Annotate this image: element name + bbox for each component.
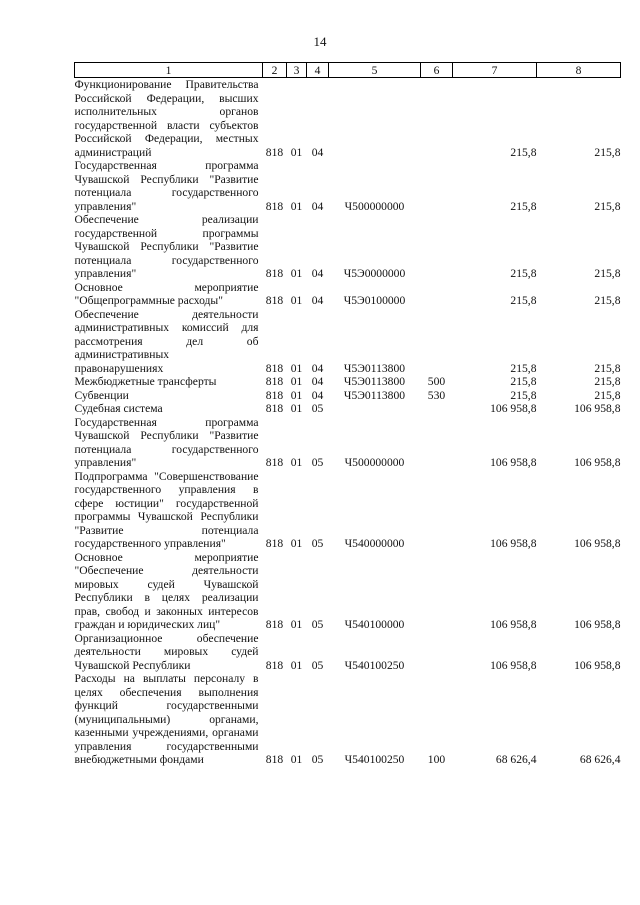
column-header: 1 [75,63,263,78]
row-grbs-cell: 818 [265,402,284,415]
row-expense-type-cell [421,632,453,673]
budget-table [74,62,621,767]
row-name-cell: Обеспечение реализации государственной программы Чувашской Республики "Развитие потенциала государственного управления" [74,213,259,280]
table-row [75,551,621,632]
row-section-cell: 01 [290,145,303,159]
row-amount-1-cell: 106 958,8 [490,402,537,415]
row-subsection-cell: 04 [311,294,324,307]
row-grbs-cell: 818 [265,388,284,402]
table-row [75,470,621,551]
row-section-cell: 01 [290,402,303,415]
row-expense-type-cell [421,213,453,281]
table-row [75,375,621,389]
row-subsection-cell: 05 [311,618,324,631]
row-name-cell: Организационное обеспечение деятельности мировых судей Чувашской Республики [74,631,259,672]
row-subsection-cell: 04 [311,145,324,159]
row-amount-2-cell: 106 958,8 [574,658,621,672]
table-row [75,389,621,403]
row-subsection-cell: 04 [311,388,324,402]
row-amount-2-cell: 106 958,8 [574,618,621,631]
row-name-cell: Основное мероприятие "Обеспечение деятельности мировых судей Чувашской Республики в целях реализации прав, свобод и законных интересов граждан и юридических лиц" [74,550,259,631]
row-amount-1-cell: 106 958,8 [490,658,537,672]
row-subsection-cell: 04 [311,199,324,213]
column-header: 6 [421,63,453,78]
row-section-cell: 01 [290,658,303,672]
column-header: 4 [307,63,329,78]
row-section-cell: 01 [290,294,303,307]
row-section-cell: 01 [290,199,303,213]
row-subsection-cell: 04 [311,267,324,280]
row-amount-1-cell: 215,8 [510,294,537,307]
row-name-cell: Субвенции [74,388,129,402]
row-name-cell: Обеспечение деятельности административных комиссий для рассмотрения дел об административных правонарушениях [74,307,259,375]
row-amount-2-cell: 215,8 [594,267,621,280]
row-amount-1-cell: 215,8 [510,199,537,213]
row-name-cell: Судебная система [74,402,163,415]
row-name-cell: Расходы на выплаты персоналу в целях обеспечения выполнения функций государственными (муниципальными) органами, казенными учреждениями, органами управления государственными внебюджетными фондами [74,672,259,766]
column-header: 7 [453,63,537,78]
row-grbs-cell: 818 [265,361,284,375]
row-amount-1-cell: 215,8 [510,145,537,159]
row-section-cell: 01 [290,618,303,631]
row-expense-type-cell [421,78,453,160]
row-target-article-cell: Ч540100250 [344,658,405,672]
row-grbs-cell: 818 [265,456,284,469]
row-expense-type-cell [421,308,453,376]
row-target-article-cell: Ч5Э0113800 [343,361,406,375]
row-target-article-cell [329,402,421,416]
row-target-article-cell [329,78,421,160]
row-name-cell: Межбюджетные трансферты [74,375,217,388]
column-header: 2 [263,63,287,78]
row-subsection-cell: 05 [311,537,324,550]
row-amount-2-cell: 215,8 [594,145,621,159]
column-header: 8 [537,63,621,78]
row-target-article-cell: Ч500000000 [344,199,405,213]
row-name-cell: Основное мероприятие "Общепрограммные расходы" [74,280,259,307]
row-expense-type-cell: 500 [427,375,446,388]
row-expense-type-cell: 530 [427,388,446,402]
row-target-article-cell: Ч5Э0000000 [343,267,406,280]
row-expense-type-cell [421,159,453,213]
row-section-cell: 01 [290,537,303,550]
row-amount-2-cell: 215,8 [594,294,621,307]
row-name-cell: Государственная программа Чувашской Республики "Развитие потенциала государственного управления" [74,159,259,213]
table-row [75,78,621,160]
row-subsection-cell: 04 [311,361,324,375]
row-amount-1-cell: 215,8 [510,267,537,280]
row-amount-2-cell: 68 626,4 [579,753,621,766]
table-row [75,308,621,376]
column-header: 5 [329,63,421,78]
row-expense-type-cell [421,551,453,632]
table-row [75,632,621,673]
row-amount-2-cell: 215,8 [594,388,621,402]
row-grbs-cell: 818 [265,294,284,307]
row-amount-2-cell: 215,8 [594,361,621,375]
row-grbs-cell: 818 [265,618,284,631]
row-grbs-cell: 818 [265,267,284,280]
row-grbs-cell: 818 [265,375,284,388]
row-target-article-cell: Ч500000000 [344,456,405,469]
row-grbs-cell: 818 [265,537,284,550]
row-target-article-cell: Ч5Э0113800 [343,375,406,388]
row-target-article-cell: Ч540000000 [344,537,405,550]
row-expense-type-cell [421,402,453,416]
row-subsection-cell: 05 [311,658,324,672]
row-target-article-cell: Ч5Э0113800 [343,388,406,402]
row-name-cell: Государственная программа Чувашской Республики "Развитие потенциала государственного управления" [74,415,259,469]
row-amount-2-cell: 106 958,8 [574,456,621,469]
row-section-cell: 01 [290,267,303,280]
row-amount-1-cell: 106 958,8 [490,618,537,631]
row-amount-1-cell: 68 626,4 [495,753,537,766]
row-amount-2-cell: 215,8 [594,199,621,213]
row-section-cell: 01 [290,361,303,375]
row-grbs-cell: 818 [265,199,284,213]
row-amount-1-cell: 106 958,8 [490,537,537,550]
row-section-cell: 01 [290,388,303,402]
row-amount-2-cell: 215,8 [594,375,621,388]
row-expense-type-cell: 100 [427,753,446,766]
row-subsection-cell: 05 [311,402,324,415]
row-target-article-cell: Ч5Э0100000 [343,294,406,307]
page-number: 14 [313,34,327,49]
row-target-article-cell: Ч540100000 [344,618,405,631]
row-subsection-cell: 05 [311,456,324,469]
table-row [75,416,621,470]
row-subsection-cell: 05 [311,753,324,766]
row-amount-1-cell: 106 958,8 [490,456,537,469]
row-name-cell: Функционирование Правительства Российской Федерации, высших исполнительных органов государственной власти субъектов Российской Федерации, местных администраций [74,78,259,159]
row-name-cell: Подпрограмма "Совершенствование государственного управления в сфере юстиции" государственной программы Чувашской Республики "Развитие потенциала государственного управления" [74,469,259,550]
row-expense-type-cell [421,281,453,308]
table-row [75,672,621,767]
row-section-cell: 01 [290,456,303,469]
row-grbs-cell: 818 [265,658,284,672]
column-header: 3 [287,63,307,78]
table-row [75,281,621,308]
row-expense-type-cell [421,470,453,551]
row-amount-2-cell: 106 958,8 [574,402,621,415]
row-grbs-cell: 818 [265,145,284,159]
row-target-article-cell: Ч540100250 [344,753,405,766]
table-header-row [75,63,621,78]
row-amount-1-cell: 215,8 [510,388,537,402]
table-row [75,213,621,281]
row-amount-2-cell: 106 958,8 [574,537,621,550]
table-row [75,402,621,416]
row-expense-type-cell [421,416,453,470]
row-subsection-cell: 04 [311,375,324,388]
row-grbs-cell: 818 [265,753,284,766]
row-amount-1-cell: 215,8 [510,375,537,388]
row-section-cell: 01 [290,375,303,388]
row-amount-1-cell: 215,8 [510,361,537,375]
table-row [75,159,621,213]
row-section-cell: 01 [290,753,303,766]
